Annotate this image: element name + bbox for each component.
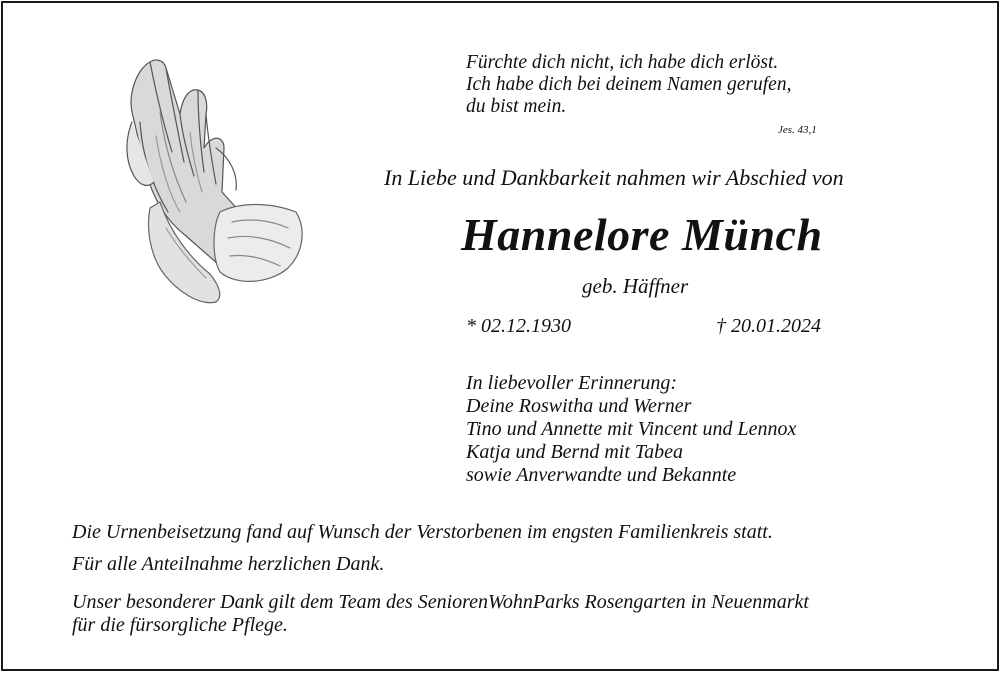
maiden-name: geb. Häffner (582, 274, 689, 298)
deceased-name: Hannelore Münch (461, 209, 823, 260)
verse-reference: Jes. 43,1 (778, 124, 817, 136)
praying-hands-icon (120, 52, 310, 307)
verse-line: Fürchte dich nicht, ich habe dich erlöst. (466, 52, 779, 73)
verse-line: Ich habe dich bei deinem Namen gerufen, (466, 74, 792, 95)
bible-verse (466, 52, 791, 118)
mourner-line: Katja und Bernd mit Tabea (466, 441, 684, 463)
mourner-line: Tino und Annette mit Vincent und Lennox (466, 418, 797, 440)
farewell-line: In Liebe und Dankbarkeit nahmen wir Abschied von (384, 165, 844, 190)
special-thanks-note (72, 591, 809, 637)
mourners-intro: In liebevoller Erinnerung: (466, 372, 678, 394)
mourner-line: sowie Anverwandte und Bekannte (466, 464, 737, 486)
death-date: † 20.01.2024 (716, 315, 821, 337)
birth-date: * 02.12.1930 (466, 315, 571, 337)
verse-line: du bist mein. (466, 96, 567, 117)
special-thanks-line: für die fürsorgliche Pflege. (72, 614, 288, 636)
mourners-list (466, 372, 796, 487)
burial-note: Die Urnenbeisetzung fand auf Wunsch der Verstorbenen im engsten Familienkreis statt. (72, 521, 773, 543)
mourner-line: Deine Roswitha und Werner (466, 395, 692, 417)
thanks-note: Für alle Anteilnahme herzlichen Dank. (72, 553, 385, 575)
special-thanks-line: Unser besonderer Dank gilt dem Team des SeniorenWohnParks Rosengarten in Neuenmarkt (72, 591, 809, 613)
